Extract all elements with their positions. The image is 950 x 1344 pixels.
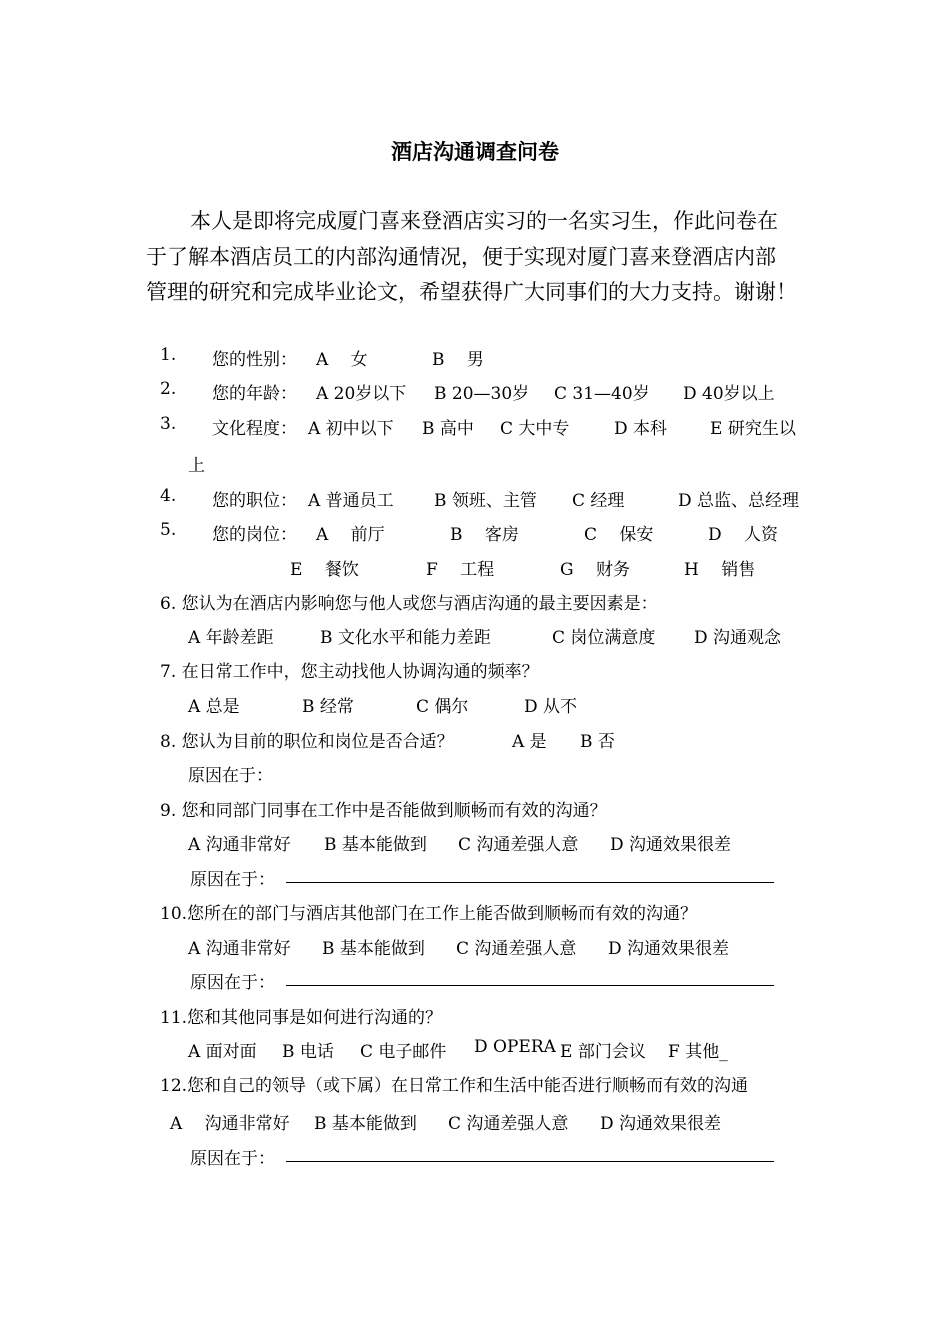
q12-text: 12.您和自己的领导（或下属）在日常工作和生活中能否进行顺畅而有效的沟通 — [160, 1076, 749, 1096]
q11-option-f[interactable]: F 其他_ — [668, 1042, 728, 1062]
q6-option-b[interactable]: B 文化水平和能力差距 — [320, 628, 491, 648]
q9-reason-input[interactable] — [286, 882, 774, 883]
q6-option-c[interactable]: C 岗位满意度 — [552, 628, 656, 648]
q6-option-a[interactable]: A 年龄差距 — [188, 628, 274, 648]
q9-option-b[interactable]: B 基本能做到 — [324, 835, 427, 855]
q6-option-d[interactable]: D 沟通观念 — [694, 628, 782, 648]
q2-option-c[interactable]: C 31—40岁 — [554, 384, 650, 404]
q3-option-d[interactable]: D 本科 — [614, 419, 668, 439]
q4-number: 4. — [160, 486, 177, 506]
q10-option-b[interactable]: B 基本能做到 — [322, 939, 425, 959]
q7-option-d[interactable]: D 从不 — [524, 697, 578, 717]
q7-option-b[interactable]: B 经常 — [302, 697, 354, 717]
q8-option-a[interactable]: A 是 — [512, 732, 547, 752]
intro-line-3: 管理的研究和完成毕业论文，希望获得广大同事们的大力支持。谢谢！ — [146, 280, 797, 304]
q2-option-d[interactable]: D 40岁以上 — [683, 384, 775, 404]
q3-option-c[interactable]: C 大中专 — [500, 419, 570, 439]
q10-option-d[interactable]: D 沟通效果很差 — [608, 939, 730, 959]
q10-reason-label: 原因在于： — [190, 973, 275, 993]
q5-text: 您的岗位： — [212, 525, 297, 545]
q1-text: 您的性别： — [212, 350, 297, 370]
q5-option-h[interactable]: H 销售 — [684, 560, 756, 580]
q9-option-a[interactable]: A 沟通非常好 — [188, 835, 291, 855]
q10-option-c[interactable]: C 沟通差强人意 — [456, 939, 577, 959]
q11-option-d[interactable]: D OPERA — [474, 1037, 556, 1057]
q9-option-c[interactable]: C 沟通差强人意 — [458, 835, 579, 855]
q8-text: 8. 您认为目前的职位和岗位是否合适？ — [160, 732, 454, 752]
q12-reason-input[interactable] — [286, 1161, 774, 1162]
q9-option-d[interactable]: D 沟通效果很差 — [610, 835, 732, 855]
q9-text: 9. 您和同部门同事在工作中是否能做到顺畅而有效的沟通？ — [160, 801, 607, 821]
q4-option-c[interactable]: C 经理 — [572, 491, 625, 511]
q1-number: 1. — [160, 345, 177, 365]
q12-option-c[interactable]: C 沟通差强人意 — [448, 1114, 569, 1134]
q11-option-a[interactable]: A 面对面 — [188, 1042, 257, 1062]
q9-reason-label: 原因在于： — [190, 870, 275, 890]
q5-number: 5. — [160, 520, 177, 540]
q12-option-d[interactable]: D 沟通效果很差 — [600, 1114, 722, 1134]
q10-option-a[interactable]: A 沟通非常好 — [188, 939, 291, 959]
q11-option-e[interactable]: E 部门会议 — [560, 1042, 646, 1062]
q4-option-d[interactable]: D 总监、总经理 — [678, 491, 800, 511]
q2-number: 2. — [160, 379, 177, 399]
q5-option-f[interactable]: F 工程 — [426, 560, 495, 580]
q5-option-d[interactable]: D 人资 — [708, 525, 779, 545]
intro-line-1: 本人是即将完成厦门喜来登酒店实习的一名实习生，作此问卷在 — [190, 209, 778, 233]
q6-text: 6. 您认为在酒店内影响您与他人或您与酒店沟通的最主要因素是： — [160, 594, 658, 614]
q1-option-b[interactable]: B 男 — [432, 350, 484, 370]
intro-line-2: 于了解本酒店员工的内部沟通情况，便于实现对厦门喜来登酒店内部 — [146, 245, 776, 269]
q3-option-b[interactable]: B 高中 — [422, 419, 474, 439]
q7-text: 7. 在日常工作中，您主动找他人协调沟通的频率？ — [160, 662, 539, 682]
q10-reason-input[interactable] — [286, 985, 774, 986]
q4-option-b[interactable]: B 领班、主管 — [434, 491, 537, 511]
q2-option-b[interactable]: B 20—30岁 — [434, 384, 530, 404]
q12-option-b[interactable]: B 基本能做到 — [314, 1114, 417, 1134]
page-title: 酒店沟通调查问卷 — [391, 140, 559, 164]
q8-reason-label: 原因在于： — [188, 766, 273, 786]
q3-option-a[interactable]: A 初中以下 — [308, 419, 394, 439]
q5-option-a[interactable]: A 前厅 — [316, 525, 385, 545]
q3-number: 3. — [160, 414, 177, 434]
q4-text: 您的职位： — [212, 491, 297, 511]
q1-option-a[interactable]: A 女 — [316, 350, 368, 370]
q7-option-a[interactable]: A 总是 — [188, 697, 240, 717]
q10-text: 10.您所在的部门与酒店其他部门在工作上能否做到顺畅而有效的沟通？ — [160, 904, 698, 924]
q12-reason-label: 原因在于： — [190, 1149, 275, 1169]
q3-text: 文化程度： — [212, 419, 297, 439]
q5-option-e[interactable]: E 餐饮 — [290, 560, 359, 580]
q12-option-a[interactable]: A 沟通非常好 — [170, 1114, 290, 1134]
q3-option-e[interactable]: E 研究生以 — [710, 419, 796, 439]
q7-option-c[interactable]: C 偶尔 — [416, 697, 469, 717]
q11-text: 11.您和其他同事是如何进行沟通的？ — [160, 1008, 443, 1028]
q4-option-a[interactable]: A 普通员工 — [308, 491, 394, 511]
q11-option-b[interactable]: B 电话 — [282, 1042, 334, 1062]
q11-option-c[interactable]: C 电子邮件 — [360, 1042, 447, 1062]
q5-option-c[interactable]: C 保安 — [584, 525, 654, 545]
q2-text: 您的年龄： — [212, 384, 297, 404]
q3-option-e-wrap: 上 — [188, 456, 205, 476]
q5-option-g[interactable]: G 财务 — [560, 560, 630, 580]
q2-option-a[interactable]: A 20岁以下 — [316, 384, 407, 404]
q8-option-b[interactable]: B 否 — [580, 732, 615, 752]
q5-option-b[interactable]: B 客房 — [450, 525, 519, 545]
